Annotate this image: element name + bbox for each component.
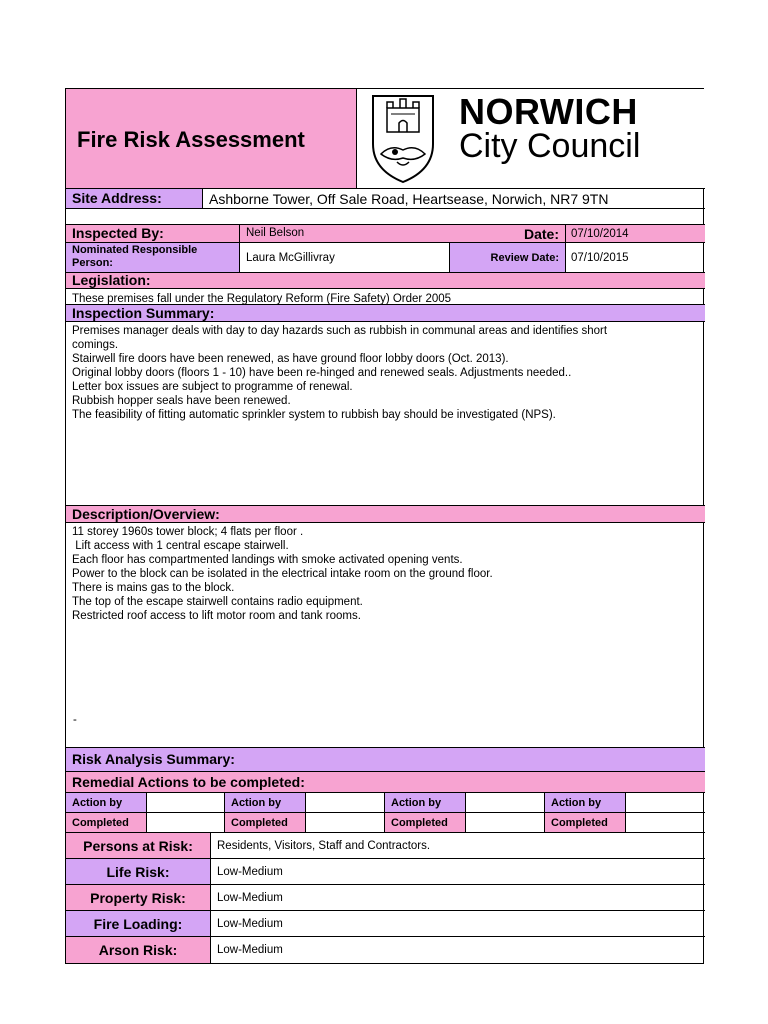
summary-line: Stairwell fire doors have been renewed, as have ground floor lobby doors (Oct. 2013).: [72, 353, 509, 365]
city-crest-logo: [367, 92, 439, 184]
action-by-label: Action by: [391, 796, 442, 809]
description-line: Restricted roof access to lift motor room and tank rooms.: [72, 610, 361, 622]
legislation-text: These premises fall under the Regulatory Reform (Fire Safety) Order 2005: [72, 293, 452, 305]
property-risk-value: Low-Medium: [217, 891, 283, 904]
persons-at-risk-label-cell: [66, 833, 211, 859]
property-risk-label-cell: [66, 885, 211, 911]
action-by-label-cell-1: [66, 793, 147, 813]
completed-label: Completed: [72, 816, 129, 829]
summary-line: Premises manager deals with day to day hazards such as rubbish in communal areas and identifies short: [72, 325, 608, 337]
arson-risk-label-cell: [66, 937, 211, 963]
date-value-cell: [566, 225, 705, 243]
description-header: [66, 506, 705, 523]
logo-line-2: City Council: [459, 127, 641, 165]
fire-loading-label-cell: [66, 911, 211, 937]
inspected-by-label-cell: [66, 225, 240, 243]
date-label: Date:: [523, 226, 559, 242]
inspected-by-value-cell: [240, 225, 566, 243]
site-address-label: Site Address:: [72, 190, 162, 206]
action-by-value-cell-3[interactable]: [466, 793, 545, 813]
logo-cell: [357, 89, 705, 189]
completed-label: Completed: [391, 816, 448, 829]
title-cell: [66, 89, 357, 189]
completed-value-cell-3[interactable]: [466, 813, 545, 833]
site-address-label-cell: [66, 189, 203, 209]
life-risk-value-cell: [211, 859, 705, 885]
completed-label-cell-1: [66, 813, 147, 833]
legislation-body: [66, 289, 705, 305]
risk-analysis-label: Risk Analysis Summary:: [72, 751, 235, 767]
arson-risk-label: Arson Risk:: [98, 942, 178, 958]
persons-at-risk-label: Persons at Risk:: [83, 837, 193, 854]
completed-label-cell-4: [545, 813, 626, 833]
summary-line: The feasibility of fitting automatic sprinkler system to rubbish bay should be investigated (NPS).: [72, 409, 556, 421]
review-value-cell: [566, 243, 705, 273]
blank-row: [66, 209, 705, 225]
responsible-value: Laura McGillivray: [246, 251, 335, 264]
action-by-label: Action by: [72, 796, 123, 809]
description-label: Description/Overview:: [72, 505, 220, 522]
summary-line: Rubbish hopper seals have been renewed.: [72, 395, 291, 407]
description-line: There is mains gas to the block.: [72, 582, 235, 594]
action-by-label-cell-3: [385, 793, 466, 813]
date-value: 07/10/2014: [571, 227, 629, 240]
legislation-label: Legislation:: [72, 272, 151, 288]
inspection-summary-header: [66, 305, 705, 322]
persons-at-risk-value-cell: [211, 833, 705, 859]
fire-loading-value: Low-Medium: [217, 917, 283, 930]
completed-value-cell-4[interactable]: [626, 813, 705, 833]
site-address-value: Ashborne Tower, Off Sale Road, Heartsease, Norwich, NR7 9TN: [209, 190, 609, 207]
risk-analysis-header: [66, 748, 705, 772]
life-risk-label-cell: [66, 859, 211, 885]
summary-line: comings.: [72, 339, 119, 351]
life-risk-label: Life Risk:: [106, 863, 170, 880]
life-risk-value: Low-Medium: [217, 865, 283, 878]
description-line: Power to the block can be isolated in the electrical intake room on the ground floor.: [72, 568, 493, 580]
description-line: Each floor has compartmented landings with smoke activated opening vents.: [72, 554, 463, 566]
description-line: Lift access with 1 central escape stairwell.: [72, 540, 289, 552]
inspected-by-value: Neil Belson: [246, 227, 305, 239]
review-date-label: Review Date:: [490, 251, 559, 264]
remedial-header: [66, 772, 705, 793]
description-line: The top of the escape stairwell contains radio equipment.: [72, 596, 363, 608]
fire-loading-label: Fire Loading:: [93, 915, 183, 932]
action-by-value-cell-1[interactable]: [147, 793, 225, 813]
persons-at-risk-value: Residents, Visitors, Staff and Contractors.: [217, 839, 431, 852]
review-label-cell: [450, 243, 566, 273]
page-title: Fire Risk Assessment: [77, 127, 305, 152]
remedial-label: Remedial Actions to be completed:: [72, 773, 305, 790]
action-by-value-cell-2[interactable]: [306, 793, 385, 813]
action-by-label: Action by: [551, 796, 602, 809]
inspection-summary-body: [66, 322, 705, 506]
completed-value-cell-1[interactable]: [147, 813, 225, 833]
summary-line: Letter box issues are subject to programme of renewal.: [72, 381, 353, 393]
completed-label-cell-3: [385, 813, 466, 833]
site-address-value-cell: [203, 189, 705, 209]
action-by-label-cell-2: [225, 793, 306, 813]
completed-label: Completed: [551, 816, 608, 829]
responsible-value-cell: [240, 243, 450, 273]
completed-label: Completed: [231, 816, 288, 829]
assessment-form: [65, 88, 704, 964]
fire-loading-value-cell: [211, 911, 705, 937]
review-date-value: 07/10/2015: [571, 251, 629, 264]
responsible-label-cell: [66, 243, 240, 273]
action-by-label-cell-4: [545, 793, 626, 813]
completed-label-cell-2: [225, 813, 306, 833]
description-trailing: -: [73, 714, 77, 726]
arson-risk-value-cell: [211, 937, 705, 963]
description-line: 11 storey 1960s tower block; 4 flats per floor .: [72, 526, 304, 538]
action-by-label: Action by: [231, 796, 282, 809]
inspection-summary-label: Inspection Summary:: [72, 304, 215, 321]
completed-value-cell-2[interactable]: [306, 813, 385, 833]
legislation-header: [66, 273, 705, 289]
property-risk-label: Property Risk:: [90, 889, 186, 906]
description-body: [66, 523, 705, 748]
logo-line-1: NORWICH: [459, 91, 638, 132]
action-by-value-cell-4[interactable]: [626, 793, 705, 813]
arson-risk-value: Low-Medium: [217, 944, 283, 956]
responsible-label: Nominated Responsible Person:: [72, 244, 198, 269]
summary-line: Original lobby doors (floors 1 - 10) have been re-hinged and renewed seals. Adjustments needed..: [72, 367, 572, 379]
property-risk-value-cell: [211, 885, 705, 911]
inspected-by-label: Inspected By:: [72, 225, 164, 241]
